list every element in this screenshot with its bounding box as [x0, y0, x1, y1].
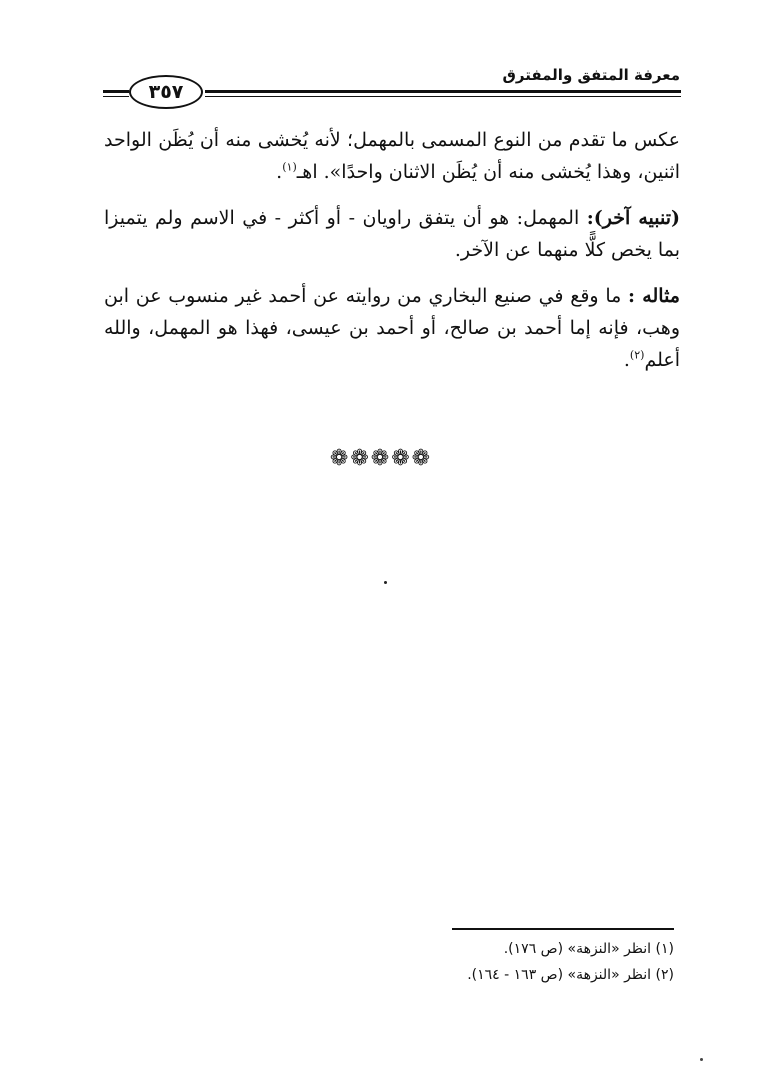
- footnotes: [214, 936, 674, 988]
- paragraph-text: المهمل: هو أن يتفق راويان - أو أكثر - في الاسم ولم يتميزا بما يخص كلًّا منهما عن الآخر.: [104, 207, 680, 261]
- running-title: معرفة المتفق والمفترق: [502, 66, 680, 84]
- section-ornament-icon: ❁❁❁❁❁: [329, 446, 433, 471]
- footnote-divider: [452, 928, 674, 930]
- paragraph-lead: (تنبيه آخر):: [586, 207, 680, 229]
- paragraph-text: عكس ما تقدم من النوع المسمى بالمهمل؛ لأنه يُخشى منه أن يُظَن الواحد اثنين، وهذا يُخشى منه أن يُظَن الاثنان واحدًا». اهـ: [104, 129, 680, 183]
- paragraph-lead: مثاله :: [628, 285, 680, 307]
- header-rule: [205, 90, 681, 93]
- scan-speck: [700, 1058, 703, 1061]
- paragraph: [104, 202, 680, 266]
- header-rule: [103, 96, 129, 97]
- paragraph-end: .: [623, 349, 630, 371]
- main-text: [104, 124, 680, 390]
- header-rule: [103, 90, 129, 93]
- scan-speck: [384, 581, 387, 584]
- paragraph: [104, 280, 680, 376]
- header-rule: [205, 96, 681, 97]
- footnote: (٢) انظر «النزهة» (ص ١٦٣ - ١٦٤).: [467, 967, 674, 983]
- paragraph: عكس ما تقدم من النوع المسمى بالمهمل؛ لأنه يُخشى منه أن يُظَن الواحد اثنين، وهذا يُخشى منه أن يُظَن الاثنان واحدًا». اهـ$^{(١)}$.: [104, 129, 680, 183]
- paragraph-text: ما وقع في صنيع البخاري من روايته عن أحمد غير منسوب عن ابن وهب، فإنه إما أحمد بن صالح، أو أحمد بن عيسى، فهذا هو المهمل، والله أعلم: [104, 285, 680, 371]
- page-number: ٣٥٧: [129, 75, 203, 109]
- footnote-marker[interactable]: (٢): [629, 348, 645, 362]
- footnote: (١) انظر «النزهة» (ص ١٧٦).: [503, 941, 674, 957]
- footnote-marker[interactable]: (١): [282, 160, 297, 174]
